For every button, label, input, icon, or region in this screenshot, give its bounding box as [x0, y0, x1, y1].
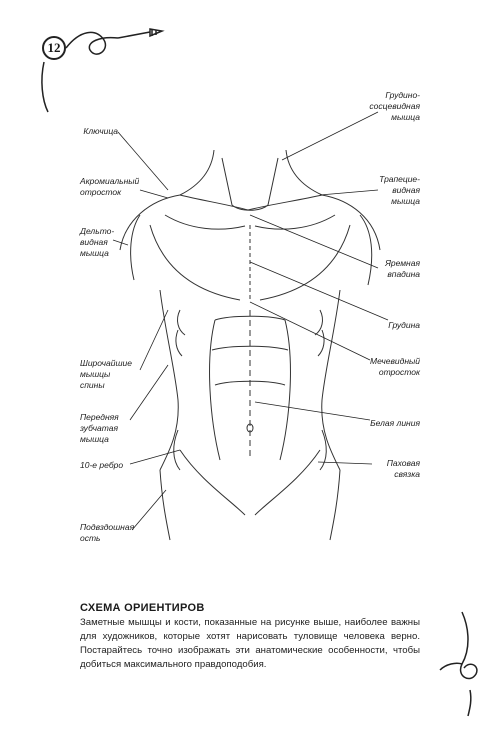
label-scm: Грудино- сосцевидная мышца: [369, 90, 420, 122]
label-xiphoid: Мечевидный отросток: [370, 356, 420, 377]
page-number: 12: [42, 36, 66, 60]
label-inguinal: Паховая связка: [386, 458, 420, 479]
label-rib10: 10-е ребро: [80, 460, 124, 470]
label-clavicle: Ключица: [83, 126, 118, 136]
section-body: Заметные мышцы и кости, показанные на рисунке выше, наиболее важны для художников, которые хотят нарисовать туловище человека верно. Постарайтесь точно изображать эти анатомические особенности, чтобы добиться максимального правдоподобия.: [80, 617, 420, 670]
label-latissimus: Широчайшие мышцы спины: [80, 358, 132, 390]
section-title: СХЕМА ОРИЕНТИРОВ: [80, 602, 205, 614]
flourish-icon: [440, 612, 477, 716]
label-linea-alba: Белая линия: [370, 418, 420, 428]
torso-drawing: [120, 150, 380, 540]
label-acromion: Акромиальный отросток: [80, 176, 140, 197]
label-trapezius: Трапецие- видная мышца: [379, 174, 420, 206]
label-iliac: Подвздошная ость: [80, 522, 135, 543]
label-deltoid: Дельто- видная мышца: [80, 226, 115, 258]
label-serratus: Передняя зубчатая мышца: [80, 412, 119, 444]
label-jugular: Яремная впадина: [385, 258, 420, 279]
label-sternum: Грудина: [388, 320, 420, 330]
